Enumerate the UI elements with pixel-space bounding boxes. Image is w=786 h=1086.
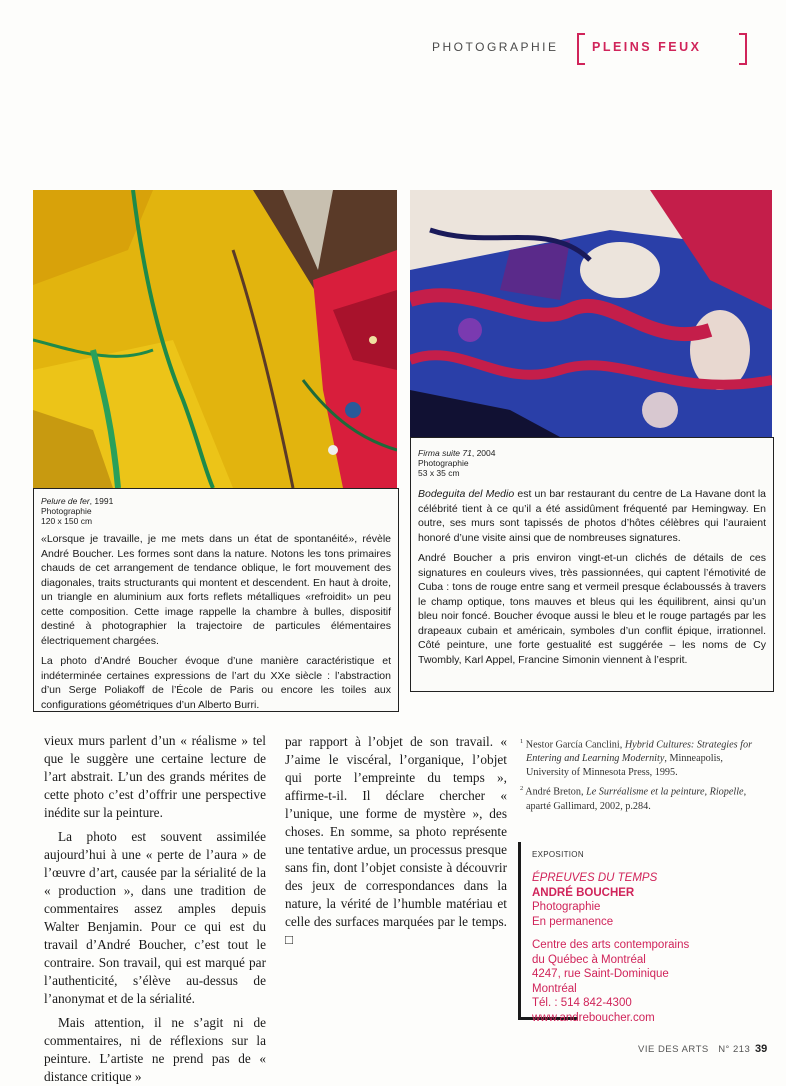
body-paragraph: vieux murs parlent d’un « réalisme » tel que le suggère une certaine lecture de l’art abstrait. L’un des grands mérites de cette photo c’est d’offrir une perspective inédite sur la peinture. bbox=[44, 733, 266, 820]
page-number: 39 bbox=[755, 1043, 768, 1055]
footer-magazine bbox=[638, 1044, 750, 1055]
box-1-paragraph-2: La photo d’André Boucher évoque d’une manière caractéristique et indéterminée certaines expressions de l’art du XXe siècle : l’abstraction d’un Serge Poliakoff de l’École de Paris ou encore les toiles aux configurations géométriques d’un Alberto Burri. bbox=[41, 655, 391, 711]
footnotes bbox=[520, 735, 766, 816]
artwork-medium: Photographie bbox=[418, 458, 469, 468]
abstract-photo-yellow bbox=[33, 190, 397, 488]
footnote-title: Le Surréalisme et la peinture, Riopelle bbox=[586, 786, 744, 798]
issue-number: N° 213 bbox=[718, 1044, 751, 1055]
box-1-paragraph-1: «Lorsque je travaille, je me mets dans un état de spontanéité», révèle André Boucher. Les formes sont dans la nature. Notons les tons primaires chauds de cet arrangement de tendance oblique, le fort mouvement des diagonales, traits structurants qui montent et descendent. En haut à droite, un triangle en aluminium aux forts reflets métalliques «refroidit» un peu cette composition. Cette image rappelle la chambre à bulles, dispositif destiné à photographier la trajectoire de particules élémentaires électriquement chargées. bbox=[41, 533, 391, 647]
artwork-year: , 2004 bbox=[471, 448, 496, 458]
exhibition-duration: En permanence bbox=[532, 915, 614, 928]
rubric-title: PLEINS FEUX bbox=[592, 40, 702, 54]
exhibition-label: EXPOSITION bbox=[532, 850, 584, 859]
body-paragraph: Mais attention, il ne s’agit ni de commentaires, ni de réflexions sur la peinture. L’artiste ne prend pas de « distance critique » bbox=[44, 1015, 266, 1084]
footnote-publisher: , Minneapolis, University of Minnesota Press, 1995. bbox=[526, 753, 723, 779]
left-bracket bbox=[577, 33, 585, 65]
expo-frame-left bbox=[518, 842, 521, 1020]
footnote-number: 2 bbox=[520, 785, 524, 793]
caption-box-1 bbox=[33, 488, 399, 712]
photo-yellow-art bbox=[33, 190, 397, 488]
photo-caption-2 bbox=[418, 448, 496, 478]
artwork-size: 53 x 35 cm bbox=[418, 468, 460, 478]
footnote-author: André Breton, bbox=[525, 786, 587, 798]
box-1-text bbox=[41, 532, 391, 718]
box-2-paragraph-1-text: est un bar restaurant du centre de La Havane dont la célébrité tient à ce qu’il a été assidûment fréquenté par Hemingway. En outre, ses murs sont tapissés de photos d’hôtes célèbres qui l’auraient honoré d’une visite ainsi que de nombreuses signatures. bbox=[418, 488, 766, 544]
section-title: PHOTOGRAPHIE bbox=[432, 40, 559, 54]
footnote-2 bbox=[520, 782, 766, 813]
right-bracket bbox=[739, 33, 747, 65]
box-2-text bbox=[418, 487, 766, 673]
abstract-photo-blue-red bbox=[410, 190, 772, 437]
artwork-title: Firma suite 71 bbox=[418, 448, 472, 458]
footnote-publisher: , aparté Gallimard, 2002, p.284. bbox=[526, 786, 747, 812]
artwork-size: 120 x 150 cm bbox=[41, 516, 93, 526]
body-paragraph: par rapport à l’objet de son travail. « J’aime le viscéral, l’organique, l’objet qui porte l’empreinte du temps », affirme-t-il. Il déclare chercher « l’unique, une forme de mystère », des choses. En somme, sa photo représente une tentative ardue, un processus presque sans fin, dont l’objet consiste à découvrir des jeux de correspondances dans la nature, la vérité de l’humble matériau et celle des surfaces marquées par le temps. □ bbox=[285, 734, 507, 947]
magazine-name: VIE DES ARTS bbox=[638, 1044, 709, 1055]
exhibition-medium: Photographie bbox=[532, 901, 601, 913]
body-paragraph: La photo est souvent assimilée aujourd’hui à une « perte de l’aura » de l’œuvre d’art, causée par la sérialité de la « production », dans une tradition de commentaires assez amples depuis Walter Benjamin. Pour ce qui est du travail d’André Boucher, c’est tout le contraire. Son travail, qui est marqué par l’authenticité, s’élève au-dessus de l’anonymat et de la sérialité. bbox=[44, 829, 266, 1006]
venue-line-2: du Québec à Montréal bbox=[532, 953, 646, 966]
footnote-1 bbox=[520, 735, 766, 780]
footnote-number: 1 bbox=[520, 738, 524, 745]
exhibition-info bbox=[532, 850, 762, 1025]
venue-line-1: Centre des arts contemporains bbox=[532, 939, 690, 951]
photo-caption-1 bbox=[41, 496, 113, 526]
body-column-1 bbox=[44, 732, 266, 1086]
box-2-paragraph-1 bbox=[418, 487, 766, 545]
caption-box-2 bbox=[410, 437, 774, 692]
artwork-title: Pelure de fer bbox=[41, 496, 90, 506]
exhibition-title: ÉPREUVES DU TEMPS bbox=[532, 872, 658, 884]
box-2-paragraph-2: André Boucher a pris environ vingt-et-un clichés de détails de ces signatures en couleurs vives, très passionnées, qui captent l’émotivité de Cuba : tons de rouge entre sang et vermeil presque éclaboussés à travers le champ optique, tons mauves et bleus qui les équilibrent, ainsi qu’un bleu noir foncé. Boucher évoque aussi le bleu et le rouge partagés par les drapeaux cubain et américain, symboles d’un conflit épique, irrationnel. Côté peinture, une forte gestualité est suggérée – les noms de Cy Twombly, Karl Appel, Francine Simonin viennent à l’esprit. bbox=[418, 552, 766, 666]
artwork-year: , 1991 bbox=[89, 496, 114, 506]
website-link[interactable]: www.andreboucher.com bbox=[532, 1011, 655, 1024]
body-column-2 bbox=[285, 733, 507, 949]
venue-address: 4247, rue Saint-Dominique bbox=[532, 968, 669, 980]
footnote-title: Hybrid Cultures: Strategies for Entering and Learning Modernity bbox=[526, 739, 753, 765]
venue-phone: Tél. : 514 842-4300 bbox=[532, 997, 632, 1009]
exhibition-artist: ANDRÉ BOUCHER bbox=[532, 886, 635, 899]
bar-name: Bodeguita del Medio bbox=[418, 488, 515, 500]
venue-city: Montréal bbox=[532, 982, 577, 995]
photo-blue-red-art bbox=[410, 190, 772, 437]
footnote-author: Nestor García Canclini, bbox=[525, 739, 625, 751]
artwork-medium: Photographie bbox=[41, 506, 92, 516]
